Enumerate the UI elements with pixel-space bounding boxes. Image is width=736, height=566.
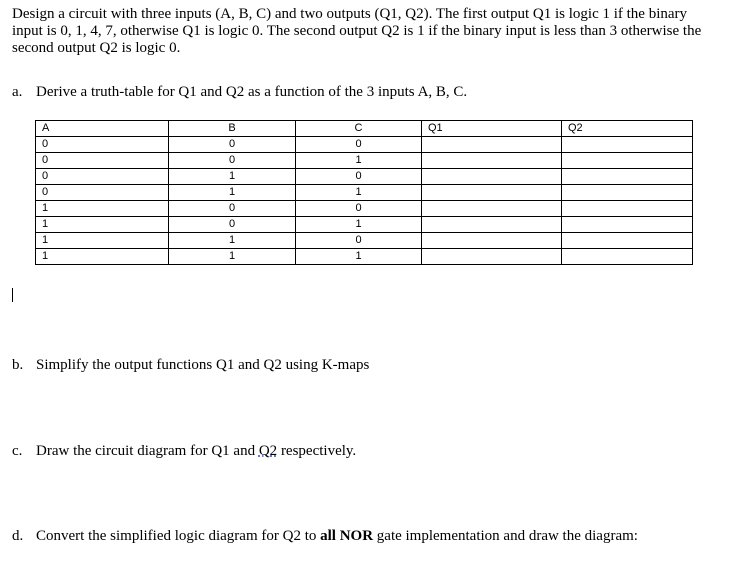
cell-c: 0 <box>296 137 422 153</box>
cell-a: 0 <box>36 153 169 169</box>
part-a <box>12 84 467 101</box>
part-a-letter: a. <box>12 84 23 100</box>
truth-table-header-row <box>36 121 693 137</box>
cell-q1 <box>422 185 562 201</box>
cell-q1 <box>422 217 562 233</box>
table-row <box>36 233 693 249</box>
cell-a: 0 <box>36 169 169 185</box>
cell-b: 1 <box>169 169 296 185</box>
cell-b: 0 <box>169 217 296 233</box>
problem-statement: Design a circuit with three inputs (A, B, C) and two outputs (Q1, Q2). The first output Q1 is logic 1 if the binary input is 0, 1, 4, 7, otherwise Q1 is logic 0. The second output Q2 is 1 if the binary input is less than 3 otherwise the second output Q2 is logic 0. <box>12 6 702 56</box>
text-cursor <box>12 288 13 302</box>
table-row <box>36 137 693 153</box>
cell-b: 0 <box>169 137 296 153</box>
cell-q2 <box>562 185 693 201</box>
cell-q1 <box>422 249 562 265</box>
cell-b: 0 <box>169 201 296 217</box>
part-c <box>12 443 356 460</box>
header-c: C <box>296 121 422 137</box>
cell-q1 <box>422 153 562 169</box>
cell-c: 0 <box>296 233 422 249</box>
cell-q2 <box>562 201 693 217</box>
cell-q2 <box>562 233 693 249</box>
part-b-text: Simplify the output functions Q1 and Q2 using K-maps <box>36 357 370 373</box>
cell-a: 0 <box>36 185 169 201</box>
cell-c: 1 <box>296 217 422 233</box>
cell-q2 <box>562 169 693 185</box>
header-q2: Q2 <box>562 121 693 137</box>
part-b-letter: b. <box>12 357 24 373</box>
table-row <box>36 201 693 217</box>
cell-c: 1 <box>296 185 422 201</box>
truth-table-body <box>36 137 693 265</box>
table-row <box>36 249 693 265</box>
part-d-letter: d. <box>12 528 24 544</box>
cell-q2 <box>562 249 693 265</box>
part-c-text-before: Draw the circuit diagram for Q1 and <box>36 443 259 459</box>
table-row <box>36 169 693 185</box>
cell-q1 <box>422 201 562 217</box>
table-row <box>36 153 693 169</box>
part-d-text-before: Convert the simplified logic diagram for Q2 to <box>36 528 321 544</box>
cell-b: 1 <box>169 249 296 265</box>
cell-b: 1 <box>169 185 296 201</box>
cell-c: 1 <box>296 249 422 265</box>
part-b <box>12 357 369 374</box>
cell-q2 <box>562 153 693 169</box>
header-a: A <box>36 121 169 137</box>
part-d <box>12 528 638 545</box>
cell-q1 <box>422 169 562 185</box>
cell-c: 0 <box>296 201 422 217</box>
cell-q1 <box>422 233 562 249</box>
cell-q1 <box>422 137 562 153</box>
part-c-letter: c. <box>12 443 23 459</box>
part-d-text-after: gate implementation and draw the diagram: <box>373 528 638 544</box>
truth-table <box>35 120 693 265</box>
cell-q2 <box>562 217 693 233</box>
cell-c: 1 <box>296 153 422 169</box>
cell-a: 1 <box>36 201 169 217</box>
cell-a: 1 <box>36 217 169 233</box>
cell-b: 0 <box>169 153 296 169</box>
header-q1: Q1 <box>422 121 562 137</box>
cell-c: 0 <box>296 169 422 185</box>
table-row <box>36 185 693 201</box>
cell-a: 0 <box>36 137 169 153</box>
table-row <box>36 217 693 233</box>
part-a-text: Derive a truth-table for Q1 and Q2 as a function of the 3 inputs A, B, C. <box>36 84 468 100</box>
cell-q2 <box>562 137 693 153</box>
part-d-text-bold: all NOR <box>320 528 374 544</box>
header-b: B <box>169 121 296 137</box>
part-c-text-dotted: Q2 <box>258 443 278 459</box>
cell-b: 1 <box>169 233 296 249</box>
cell-a: 1 <box>36 233 169 249</box>
cell-a: 1 <box>36 249 169 265</box>
part-c-text-after: respectively. <box>277 443 357 459</box>
